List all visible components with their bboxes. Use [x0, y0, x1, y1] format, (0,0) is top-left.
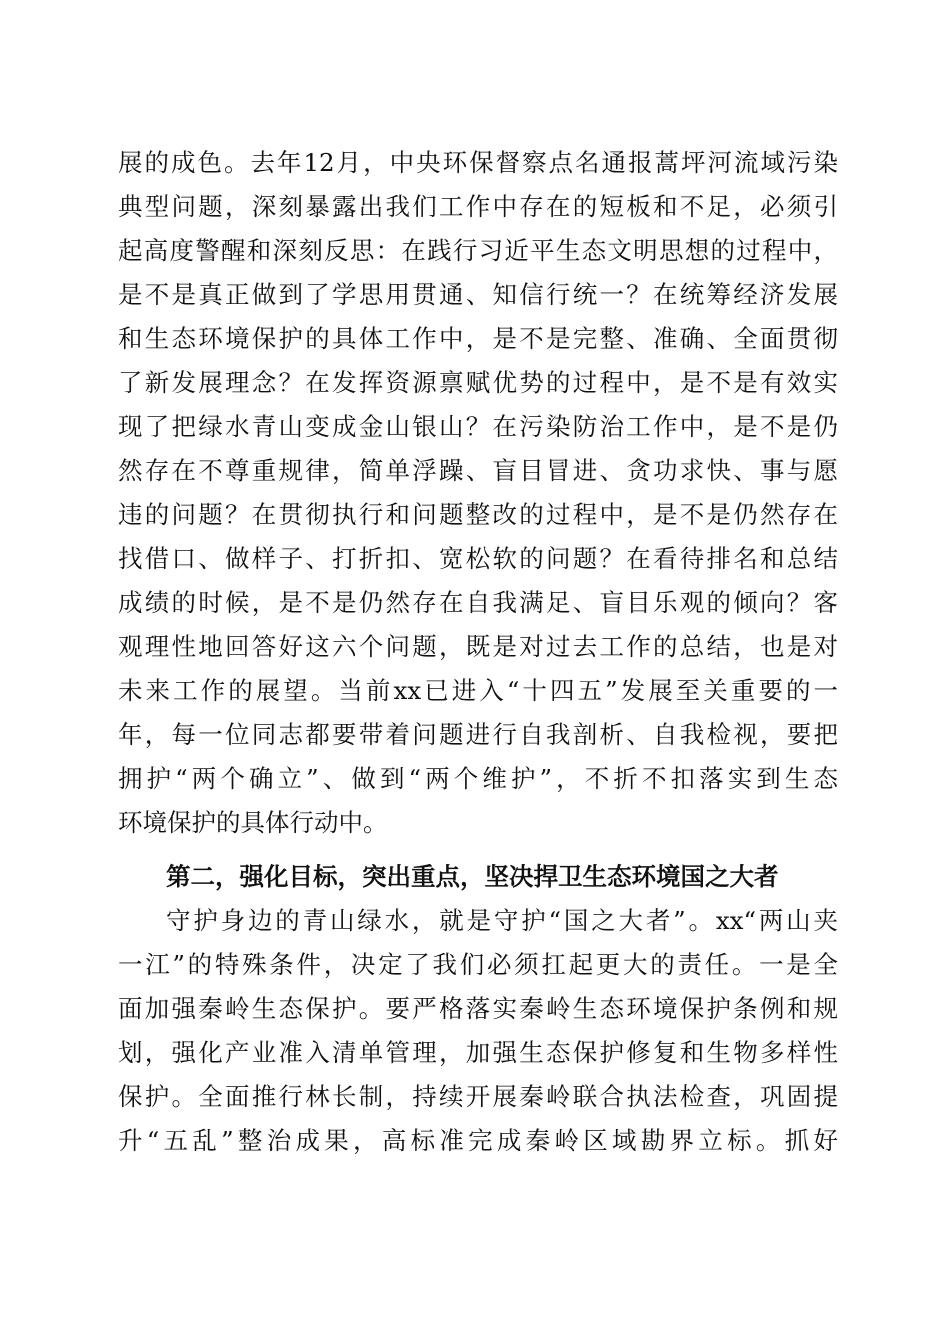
text-line: 一江”的特殊条件，决定了我们必须扛起更大的责任。一是全	[118, 950, 838, 979]
text-line: 守护身边的青山绿水，就是守护“国之大者”。xx“两山夹	[166, 906, 838, 935]
text-line: 展的成色。去年12月，中央环保督察点名通报蒿坪河流域污染	[118, 148, 838, 177]
text-line: 面加强秦岭生态保护。要严格落实秦岭生态环境保护条例和规	[118, 994, 838, 1023]
text-line: 违的问题？在贯彻执行和问题整改的过程中，是不是仍然存在	[118, 500, 838, 529]
text-line: 找借口、做样子、打折扣、宽松软的问题？在看待排名和总结	[118, 544, 838, 573]
text-line: 观理性地回答好这六个问题，既是对过去工作的总结，也是对	[118, 632, 838, 661]
text-line: 了新发展理念？在发挥资源禀赋优势的过程中，是不是有效实	[118, 368, 838, 397]
text-line: 成绩的时候，是不是仍然存在自我满足、盲目乐观的倾向？客	[118, 588, 838, 617]
text-line: 起高度警醒和深刻反思：在践行习近平生态文明思想的过程中，	[118, 236, 838, 265]
text-line: 升“五乱”整治成果，高标准完成秦岭区域勘界立标。抓好	[118, 1126, 838, 1155]
text-line: 环境保护的具体行动中。	[118, 808, 388, 837]
text-line: 划，强化产业准入清单管理，加强生态保护修复和生物多样性	[118, 1038, 838, 1067]
text-line: 年，每一位同志都要带着问题进行自我剖析、自我检视，要把	[118, 720, 838, 749]
text-line: 和生态环境保护的具体工作中，是不是完整、准确、全面贯彻	[118, 324, 838, 353]
text-line: 然存在不尊重规律，简单浮躁、盲目冒进、贪功求快、事与愿	[118, 456, 838, 485]
section-heading: 第二，强化目标，突出重点，坚决捍卫生态环境国之大者	[166, 862, 779, 891]
text-line: 保护。全面推行林长制，持续开展秦岭联合执法检查，巩固提	[118, 1082, 838, 1111]
text-line: 是不是真正做到了学思用贯通、知信行统一？在统筹经济发展	[118, 280, 838, 309]
text-line: 未来工作的展望。当前xx已进入“十四五”发展至关重要的一	[118, 676, 838, 705]
text-line: 现了把绿水青山变成金山银山？在污染防治工作中，是不是仍	[118, 412, 838, 441]
text-line: 拥护“两个确立”、做到“两个维护”，不折不扣落实到生态	[118, 764, 838, 793]
text-line: 典型问题，深刻暴露出我们工作中存在的短板和不足，必须引	[118, 192, 838, 221]
